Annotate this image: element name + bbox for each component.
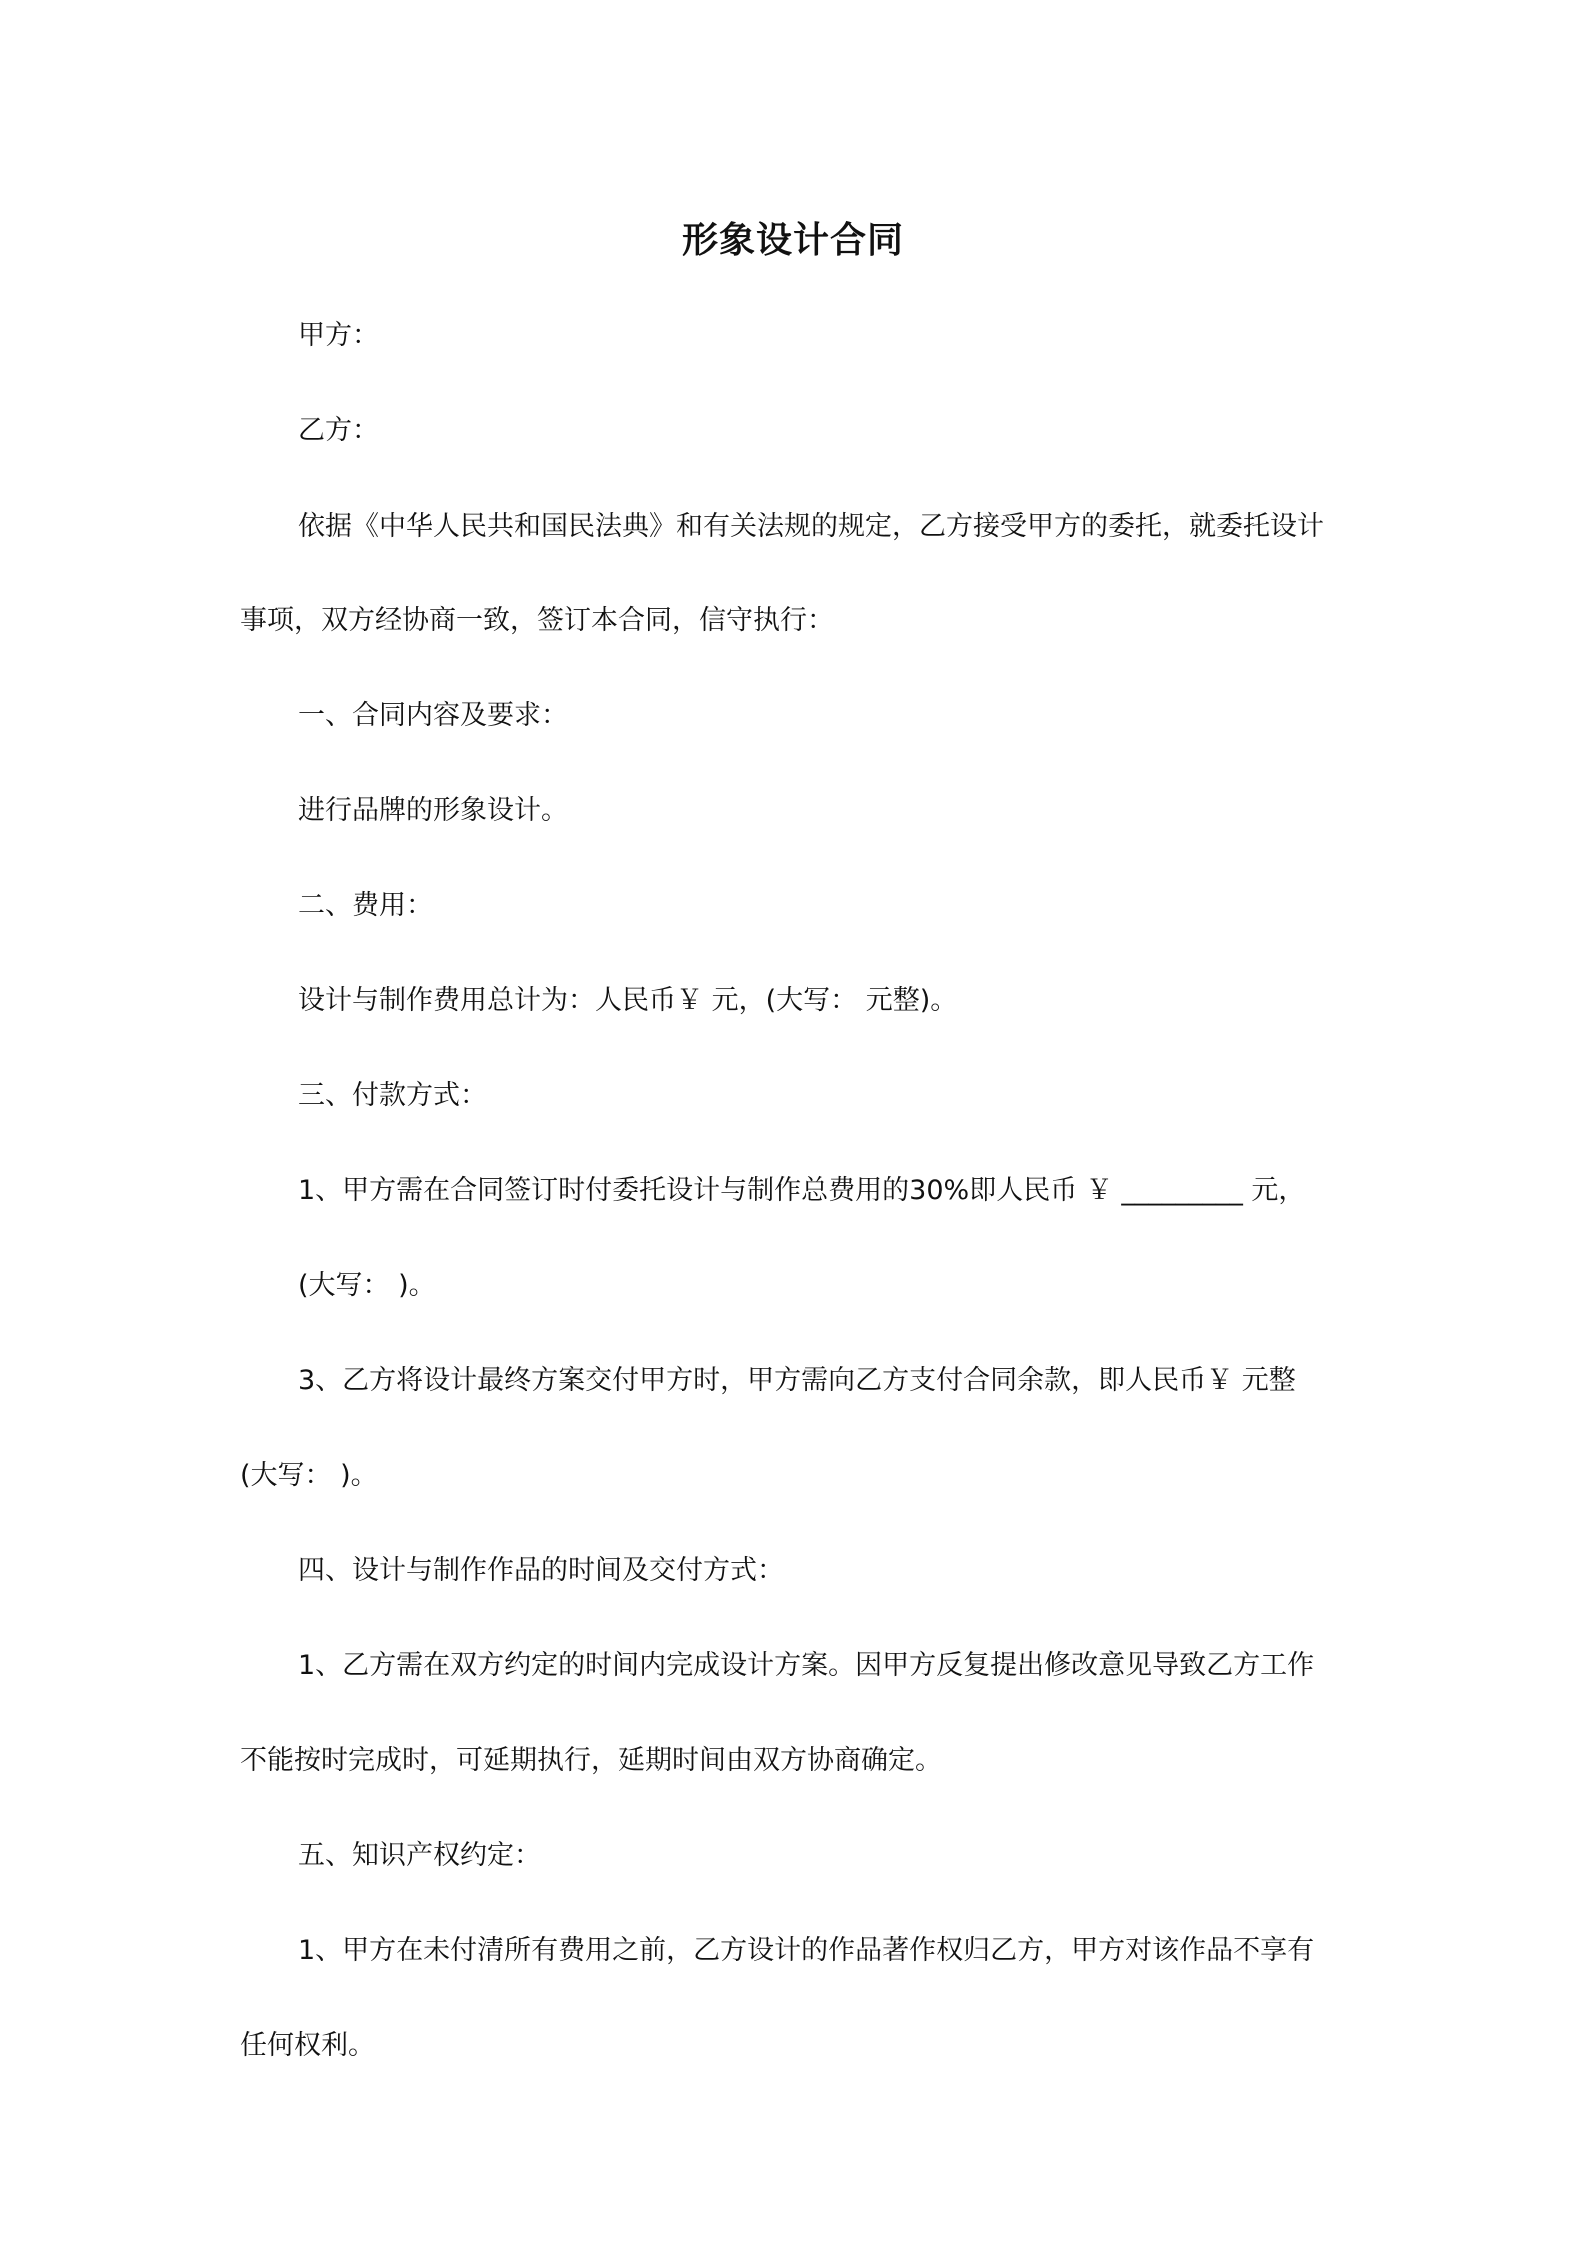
section-4-item-1-line-2: 不能按时完成时，可延期执行，延期时间由双方协商确定。 [240, 1745, 942, 1776]
section-3-item-3-line-2: (大写： )。 [240, 1460, 378, 1491]
section-2-heading: 二、费用： [298, 890, 433, 921]
section-1-heading: 一、合同内容及要求： [298, 700, 568, 731]
section-3-item-3-line-1: 3、乙方将设计最终方案交付甲方时，甲方需向乙方支付合同余款，即人民币￥ 元整 [298, 1365, 1296, 1396]
section-3-heading: 三、付款方式： [298, 1080, 487, 1111]
party-b-label: 乙方： [298, 415, 379, 446]
party-a-label: 甲方： [298, 320, 379, 351]
section-4-item-1-line-1: 1、乙方需在双方约定的时间内完成设计方案。因甲方反复提出修改意见导致乙方工作 [298, 1650, 1315, 1681]
section-1-body: 进行品牌的形象设计。 [298, 795, 568, 826]
section-3-item-1-line-2: (大写： )。 [298, 1270, 436, 1301]
section-5-item-1-line-1: 1、甲方在未付清所有费用之前，乙方设计的作品著作权归乙方，甲方对该作品不享有 [298, 1935, 1315, 1966]
section-5-item-1-line-2: 任何权利。 [240, 2030, 375, 2061]
document-title: 形象设计合同 [681, 220, 904, 261]
section-4-heading: 四、设计与制作作品的时间及交付方式： [298, 1555, 784, 1586]
section-2-body: 设计与制作费用总计为：人民币￥ 元，(大写： 元整)。 [298, 985, 958, 1016]
intro-paragraph-line-1: 依据《中华人民共和国民法典》和有关法规的规定，乙方接受甲方的委托，就委托设计 [298, 511, 1324, 542]
section-5-heading: 五、知识产权约定： [298, 1840, 541, 1871]
intro-paragraph-line-2: 事项，双方经协商一致，签订本合同，信守执行： [240, 605, 834, 636]
section-3-item-1-line-1: 1、甲方需在合同签订时付委托设计与制作总费用的30%即人民币 ￥ _________ 元， [298, 1175, 1306, 1206]
